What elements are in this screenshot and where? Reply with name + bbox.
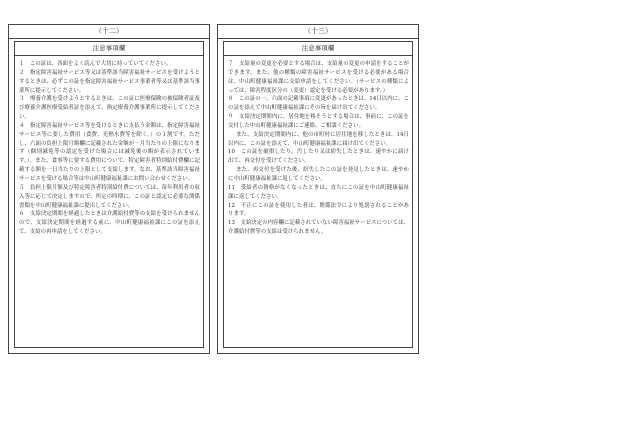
notice-item-9-continued: また、支給決定期間内に、他の市町村に居住地を移したときは、14日以内に、この証を添えて、中山町健康福祉課に届け出てください。 [228, 131, 409, 147]
notice-header: 注意事項欄 [15, 42, 203, 56]
notice-panel-13 [217, 24, 419, 354]
notice-item-1: １ この証は、各面をよく読んで大切に持っていてください。 [19, 61, 172, 67]
notice-item-6: ６ 支給決定期間を経過したときは介護給付費等の支給を受けられませんので、支給決定期間を経過する前に、中山町健康福祉課にこの証を添えて、支給の再申請をしてください。 [19, 211, 200, 236]
notice-items [224, 56, 412, 237]
panel-number: （十二） [9, 25, 209, 39]
notice-item-4: ４ 指定障害福祉サービス等を受けるときに支払う金額は、指定障害福祉サービス等に要した費用（食費、光熱水費等を除く。）の１割です。ただし、六面の負担上限月額欄に記載された金額が一月当たりの上限になります（個別減免等の認定を受けた場合には減免後の額が表示されています。）。また、食事等に要する費用について、特定障害者特別給付費欄に記載する額を一日当たりの上限として支給します。なお、基準該当障害福祉サービスを受ける場合等は中山町健康福祉課にお問い合わせください。 [19, 122, 200, 182]
notice-box [14, 41, 204, 348]
notice-box [223, 41, 413, 348]
notice-items [15, 56, 203, 237]
notice-item-2: ２ 指定障害福祉サービス等又は基準該当障害福祉サービスを受けようとするときは、必ずこの証を指定障害福祉サービス事業者等又は基準該当事業所に提示してください。 [19, 69, 200, 94]
notice-item-11: 11 受給者の資格がなくなったときは、直ちにこの証を中山町健康福祉課に返してください。 [228, 184, 409, 200]
notice-item-7: ７ 支給量の変更を必要とする場合は、支給量の変更の申請をすることができます。また、他の種類の障害福祉サービスを受ける必要がある場合は、中山町健康福祉課に支給申請をしてください。（サービスの種類によっては、障害程度区分の（変更）認定を受ける必要があります。） [228, 61, 409, 94]
notice-item-5: ５ 負担上限月額及び特定障害者特別給付費については、毎年利用者の収入等に応じて決定しますので、所定の時期に、この証と認定に必要な関係書類を中山町健康福祉課に提出してください。 [19, 184, 200, 209]
notice-item-9: ９ 支給決定期間内に、居住地を移そうとする場合は、事前に、この証を交付した中山町健康福祉課にご連絡、ご相談ください。 [228, 114, 409, 129]
panel-number: （十三） [218, 25, 418, 39]
notice-header: 注意事項欄 [224, 42, 412, 56]
notice-item-3: ３ 療養介護を受けようとするときは、この証に医療保険の被保険者証及び療養介護医療受給者証を添えて、指定療養介護事業所に提示してください。 [19, 96, 200, 121]
notice-item-13: 13 支給決定の内容欄に記載されていない障害福祉サービスについては、介護給付費等の支給は受けられません。 [228, 220, 409, 236]
notice-item-12: 12 不正にこの証を使用した者は、関係法令により処罰されることがあります。 [228, 202, 409, 218]
notice-item-10: 10 この証を破損したり、汚したり又は紛失したときは、速やかに届け出て、再交付を受けてください。 [228, 149, 409, 165]
notice-item-10-continued: また、再交付を受けた後、紛失したこの証を発見したときは、速やかに中山町健康福祉課に返してください。 [228, 167, 409, 182]
notice-panel-12 [8, 24, 210, 354]
notice-item-8: ８ この証の一、六面の記載事項に変更があったときは、14日以内に、この証を添えて中山町健康福祉課にその旨を届け出てください。 [228, 96, 410, 112]
